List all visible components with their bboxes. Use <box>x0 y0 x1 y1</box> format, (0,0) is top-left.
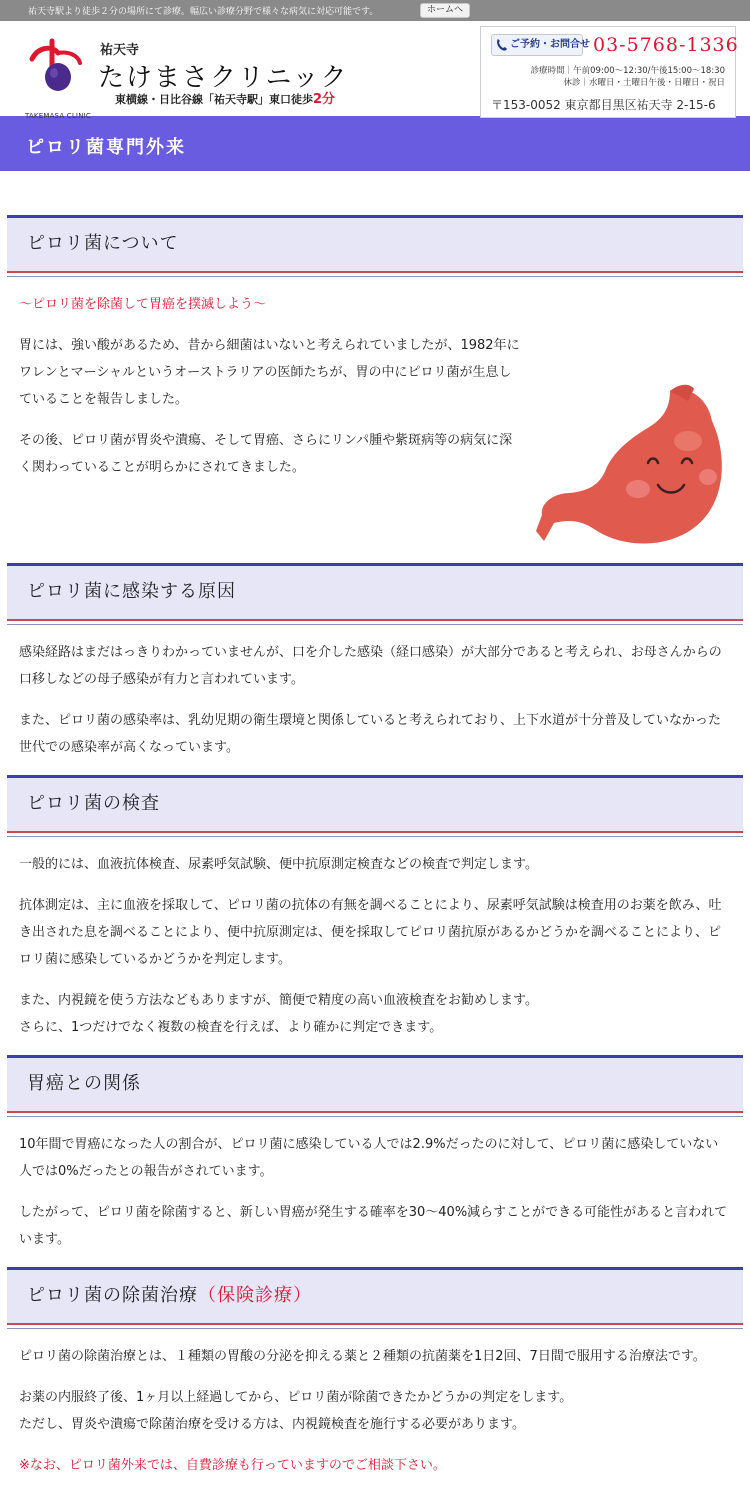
section-body <box>7 639 743 761</box>
main-content <box>0 171 750 1479</box>
page-title-band <box>0 116 750 171</box>
section-title <box>7 1270 743 1321</box>
section-body <box>7 291 743 549</box>
paragraph: 胃には、強い酸があるため、昔から細菌はいないと考えられていましたが、1982年にワレンとマーシャルというオーストラリアの医師たちが、胃の中にピロリ菌が生息していることを報告しました。 <box>19 338 520 407</box>
site-header <box>0 21 750 120</box>
paragraph: ピロリ菌の除菌治療とは、１種類の胃酸の分泌を抑える薬と２種類の抗菌薬を1日2回、7日間で服用する治療法です。 <box>19 1349 706 1364</box>
home-button[interactable]: ホームへ <box>420 3 470 18</box>
section-header <box>7 1267 743 1323</box>
page-title: ピロリ菌専門外来 <box>26 137 186 158</box>
clinic-name-en: TAKEMASA CLINIC <box>25 112 91 120</box>
self-pay-note: ※なお、ピロリ菌外来では、自費診療も行っていますのでご相談下さい。 <box>19 1458 446 1473</box>
hours-text: 診療時間｜午前09:00～12:30/午後15:00～18:30 <box>530 66 725 76</box>
access-info <box>115 88 335 107</box>
section-divider <box>7 1323 743 1329</box>
paragraph: その後、ピロリ菌が胃炎や潰瘍、そして胃癌、さらにリンパ腫や紫斑病等の病気に深く関わっていることが明らかにされてきました。 <box>19 433 513 475</box>
access-text: 東横線・日比谷線「祐天寺駅」東口徒歩 <box>115 93 313 106</box>
contact-label-text: ご予約・お問合せ <box>510 39 590 50</box>
access-minutes: 2分 <box>313 92 336 107</box>
paragraph: また、ピロリ菌の感染率は、乳幼児期の衛生環境と関係していると考えられており、上下水道が十分普及していなかった世代での感染率が高くなっています。 <box>19 713 722 755</box>
section-about <box>7 215 743 549</box>
section-title: 胃癌との関係 <box>27 1073 141 1094</box>
section-divider <box>7 1111 743 1117</box>
clinic-hours <box>531 65 725 89</box>
clinic-name[interactable]: たけまさクリニック <box>98 63 349 93</box>
clinic-address: 〒153-0052 東京都目黒区祐天寺 2-15-6 <box>491 98 716 112</box>
section-divider <box>7 831 743 837</box>
section-cause <box>7 563 743 761</box>
top-strip <box>0 0 750 21</box>
phone-icon <box>496 38 508 52</box>
section-cancer <box>7 1055 743 1253</box>
contact-box <box>480 26 739 118</box>
phone-number[interactable]: 03-5768-1336 <box>593 34 739 56</box>
section-header <box>7 215 743 271</box>
tagline: ～ピロリ菌を除菌して胃癌を撲滅しよう～ <box>19 297 267 312</box>
clinic-location-label: 祐天寺 <box>100 43 140 58</box>
paragraph: 10年間で胃癌になった人の割合が、ピロリ菌に感染している人では2.9%だったのに対して、ピロリ菌に感染していない人では0%だったとの報告がされています。 <box>19 1137 719 1179</box>
section-header <box>7 563 743 619</box>
section-header <box>7 775 743 831</box>
paragraph <box>19 1384 731 1438</box>
section-treatment <box>7 1267 743 1479</box>
stomach-illustration-icon <box>530 381 740 551</box>
section-title: ピロリ菌について <box>27 233 179 254</box>
paragraph <box>19 987 731 1041</box>
paragraph-line: また、内視鏡を使う方法などもありますが、簡便で精度の高い血液検査をお勧めします。 <box>19 993 538 1008</box>
intro-text-block <box>19 291 524 481</box>
section-title-text: ピロリ菌の除菌治療 <box>27 1285 198 1306</box>
section-body <box>7 1343 743 1479</box>
paragraph-line: お薬の内服終了後、1ヶ月以上経過してから、ピロリ菌が除菌できたかどうかの判定をします。 <box>19 1390 573 1405</box>
paragraph: 感染経路はまだはっきりわかっていませんが、口を介した感染（経口感染）が大部分であると考えられ、お母さんからの口移しなどの母子感染が有力と言われています。 <box>19 645 722 687</box>
section-test <box>7 775 743 1041</box>
insurance-note: （保険診療） <box>198 1285 312 1306</box>
clinic-logo-icon[interactable] <box>28 37 84 93</box>
contact-label <box>491 34 590 56</box>
section-title: ピロリ菌の検査 <box>27 793 160 814</box>
paragraph: したがって、ピロリ菌を除菌すると、新しい胃癌が発生する確率を30～40%減らすことができる可能性があると言われています。 <box>19 1205 728 1247</box>
paragraph: 抗体測定は、主に血液を採取して、ピロリ菌の抗体の有無を調べることにより、尿素呼気試験は検査用のお薬を飲み、吐き出された息を調べることにより、便中抗原測定は、便を採取してピロリ菌抗原があるかどうかを調べることにより、ピロリ菌に感染しているかどうかを判定します。 <box>19 898 722 967</box>
paragraph: 一般的には、血液抗体検査、尿素呼気試験、便中抗原測定検査などの検査で判定します。 <box>19 857 538 872</box>
section-divider <box>7 619 743 625</box>
section-body <box>7 1131 743 1253</box>
top-strip-text: 祐天寺駅より徒歩２分の場所にて診療。幅広い診療分野で様々な病気に対応可能です。 <box>28 7 379 17</box>
section-header <box>7 1055 743 1111</box>
section-title: ピロリ菌に感染する原因 <box>27 581 236 602</box>
section-divider <box>7 271 743 277</box>
paragraph-line: ただし、胃炎や潰瘍で除菌治療を受ける方は、内視鏡検査を施行する必要があります。 <box>19 1417 525 1432</box>
paragraph-line: さらに、1つだけでなく複数の検査を行えば、より確かに判定できます。 <box>19 1020 443 1035</box>
closed-days-text: 休診｜水曜日・土曜日午後・日曜日・祝日 <box>563 78 725 88</box>
section-body <box>7 851 743 1041</box>
